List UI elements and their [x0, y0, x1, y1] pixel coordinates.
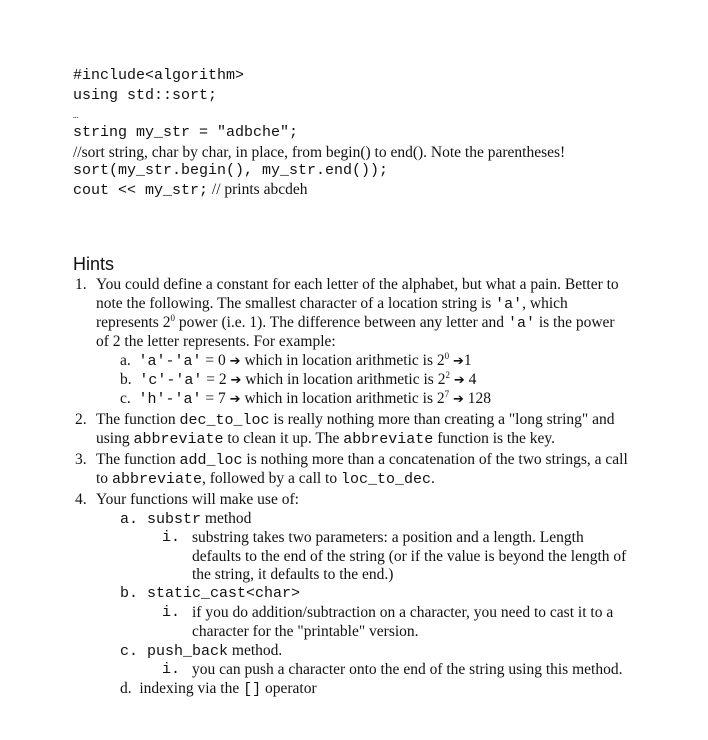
code-using: using std::sort; [73, 87, 218, 104]
right-arrow-icon: ➔ [452, 392, 464, 407]
code-include: #include<algorithm> [73, 67, 245, 84]
hint-4-line-1: Your functions will make use of: [96, 491, 299, 508]
right-arrow-icon: ➔ [229, 392, 241, 407]
hint-1-number: 1. [75, 276, 87, 293]
code-sort-call: sort(my_str.begin(), my_str.end()); [73, 162, 389, 179]
right-arrow-icon: ➔ [452, 354, 464, 369]
code-cout-comment: // prints abcdeh [208, 181, 308, 198]
hint-1-sub-b: b. 'c'-'a' = 2 ➔ which in location arithmetic is $2^2$ ➔ 4 [120, 370, 477, 389]
hint-1-line-4: of 2 the letter represents. For example: [96, 333, 336, 350]
hint-3-line-2: to abbreviate, followed by a call to loc_to_dec. [96, 470, 435, 488]
hint-4-a-i-line-3: the string, it defaults to the end.) [192, 566, 394, 583]
hint-4-a-i-line-1: substring takes two parameters: a position and a length. Length [192, 529, 584, 546]
hint-2-line-1: The function dec_to_loc is really nothing more than creating a "long string" and [96, 411, 615, 429]
hint-3-line-1: The function add_loc is nothing more than a concatenation of the two strings, a call [96, 451, 628, 469]
code-decl: string my_str = "adbche"; [73, 124, 299, 141]
code-cout-line [73, 181, 307, 200]
hint-1-sub-a: a. 'a'-'a' = 0 ➔ which in location arithmetic is $2^0$ ➔1 [120, 351, 472, 370]
hint-2-number: 2. [75, 411, 87, 428]
hint-4-c-i-line-1: you can push a character onto the end of the string using this method. [192, 661, 623, 678]
code-ellipsis: … [73, 111, 79, 121]
hint-4-c: c. push_back method. [120, 642, 283, 660]
hint-4-b-i-line-2: character for the "printable" version. [192, 623, 419, 640]
hint-4-b: b. static_cast<char> [120, 585, 301, 602]
code-comment: //sort string, char by char, in place, from begin() to end(). Note the parentheses! [73, 144, 566, 161]
hint-2-line-2: using abbreviate to clean it up. The abbreviate function is the key. [96, 430, 555, 448]
hint-1-line-3: represents $2^0$ power (i.e. 1). The difference between any letter and 'a' is the power [96, 313, 615, 332]
hint-1-line-2: note the following. The smallest character of a location string is 'a', which [96, 295, 568, 313]
hint-4-c-i-label: i. [162, 661, 181, 678]
hint-4-number: 4. [75, 491, 87, 508]
hint-4-a: a. substr method [120, 510, 252, 528]
hint-4-a-i-line-2: defaults to the end of the string (or if the value is beyond the length of [192, 548, 627, 565]
code-cout: cout << my_str; [73, 182, 209, 199]
right-arrow-icon: ➔ [453, 373, 465, 388]
hint-3-number: 3. [75, 451, 87, 468]
hint-1-line-1: You could define a constant for each letter of the alphabet, but what a pain. Better to [96, 276, 619, 293]
hint-4-b-i-line-1: if you do addition/subtraction on a character, you need to cast it to a [192, 604, 614, 621]
hint-4-a-i-label: i. [162, 529, 181, 546]
hint-4-d: d. indexing via the [] operator [120, 680, 317, 698]
right-arrow-icon: ➔ [229, 354, 241, 369]
hint-4-b-i-label: i. [162, 604, 181, 621]
hints-heading: Hints [73, 254, 115, 274]
hint-1-sub-c: c. 'h'-'a' = 7 ➔ which in location arithmetic is $2^7$ ➔ 128 [120, 389, 492, 408]
right-arrow-icon: ➔ [230, 373, 242, 388]
